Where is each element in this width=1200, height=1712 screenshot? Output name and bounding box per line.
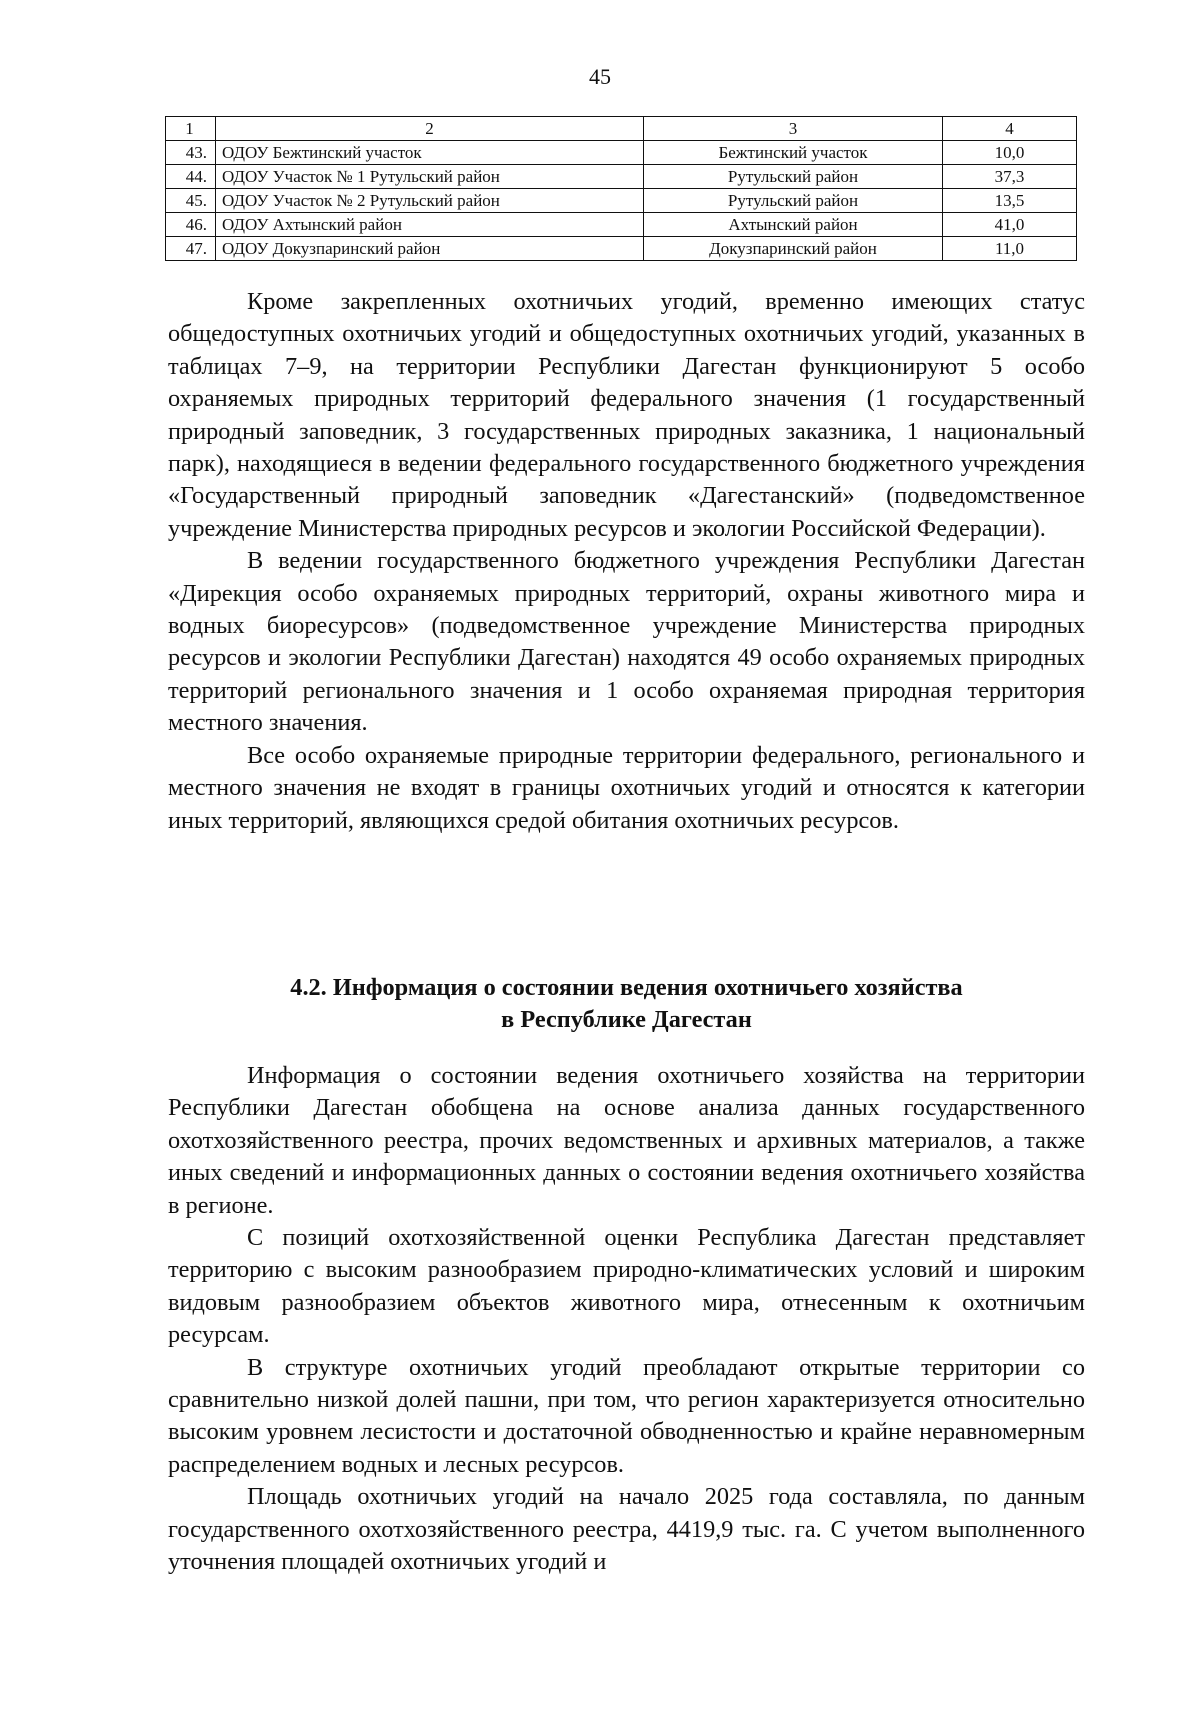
ground-name-cell: ОДОУ Ахтынский район [216, 213, 644, 237]
section-heading-line: 4.2. Информация о состоянии ведения охотничьего хозяйства [290, 974, 963, 1001]
row-number-cell: 47. [166, 237, 216, 261]
paragraph: В структуре охотничьих угодий преобладают открытые территории со сравнительно низкой долей пашни, при том, что регион характеризуется относительно высоким уровнем лесистости и достаточной обводненностью и крайне неравномерным распределением водных и лесных ресурсов. [168, 1353, 1085, 1478]
table-header-row [166, 117, 1077, 141]
ground-name-cell: ОДОУ Докузпаринский район [216, 237, 644, 261]
ground-name-cell: ОДОУ Участок № 1 Рутульский район [216, 165, 644, 189]
district-cell: Докузпаринский район [644, 237, 943, 261]
district-cell: Рутульский район [644, 189, 943, 213]
hunting-management-text [168, 1060, 1085, 1579]
area-cell: 41,0 [943, 213, 1077, 237]
area-cell: 11,0 [943, 237, 1077, 261]
district-cell: Рутульский район [644, 165, 943, 189]
paragraph: С позиций охотхозяйственной оценки Республика Дагестан представляет территорию с высоким разнообразием природно-климатических условий и широким видовым разнообразием объектов животного мира, отнесенным к охотничьим ресурсам. [168, 1224, 1085, 1349]
paragraph: Все особо охраняемые природные территории федерального, регионального и местного значения не входят в границы охотничьих угодий и относятся к категории иных территорий, являющихся средой обитания охотничьих ресурсов. [168, 741, 1085, 834]
table-row [166, 237, 1077, 261]
table-header-cell: 3 [644, 117, 943, 141]
table-header-cell: 4 [943, 117, 1077, 141]
table-header-cell: 1 [166, 117, 216, 141]
row-number-cell: 43. [166, 141, 216, 165]
section-heading-line: в Республике Дагестан [501, 1006, 752, 1033]
paragraph: Кроме закрепленных охотничьих угодий, временно имеющих статус общедоступных охотничьих угодий и общедоступных охотничьих угодий, указанных в таблицах 7–9, на территории Республики Дагестан функционируют 5 особо охраняемых природных территорий федерального значения (1 государственный природный заповедник, 3 государственных природных заказника, 1 национальный парк), находящиеся в ведении федерального государственного бюджетного учреждения «Государственный природный заповедник «Дагестанский» (подведомственное учреждение Министерства природных ресурсов и экологии Российской Федерации). [168, 288, 1085, 542]
paragraph: Площадь охотничьих угодий на начало 2025 года составляла, по данным государственного охотхозяйственного реестра, 4419,9 тыс. га. С учетом выполненного уточнения площадей охотничьих угодий и [168, 1483, 1085, 1576]
ground-name-cell: ОДОУ Бежтинский участок [216, 141, 644, 165]
table-row [166, 165, 1077, 189]
paragraph: Информация о состоянии ведения охотничьего хозяйства на территории Республики Дагестан обобщена на основе анализа данных государственного охотхозяйственного реестра, прочих ведомственных и архивных материалов, а также иных сведений и информационных данных о состоянии ведения охотничьего хозяйства в регионе. [168, 1062, 1085, 1219]
section-heading [168, 972, 1085, 1036]
area-cell: 13,5 [943, 189, 1077, 213]
table-row [166, 189, 1077, 213]
district-cell: Бежтинский участок [644, 141, 943, 165]
area-cell: 37,3 [943, 165, 1077, 189]
page-number: 45 [589, 64, 611, 89]
ground-name-cell: ОДОУ Участок № 2 Рутульский район [216, 189, 644, 213]
table-header-cell: 2 [216, 117, 644, 141]
paragraph: В ведении государственного бюджетного учреждения Республики Дагестан «Дирекция особо охраняемых природных территорий, охраны животного мира и водных биоресурсов» (подведомственное учреждение Министерства природных ресурсов и экологии Республики Дагестан) находятся 49 особо охраняемых природных территорий регионального значения и 1 особо охраняемая природная территория местного значения. [168, 547, 1085, 737]
row-number-cell: 46. [166, 213, 216, 237]
table-row [166, 213, 1077, 237]
table-row [166, 141, 1077, 165]
row-number-cell: 45. [166, 189, 216, 213]
district-cell: Ахтынский район [644, 213, 943, 237]
hunting-grounds-table [165, 116, 1077, 261]
protected-areas-text [168, 286, 1085, 837]
row-number-cell: 44. [166, 165, 216, 189]
area-cell: 10,0 [943, 141, 1077, 165]
